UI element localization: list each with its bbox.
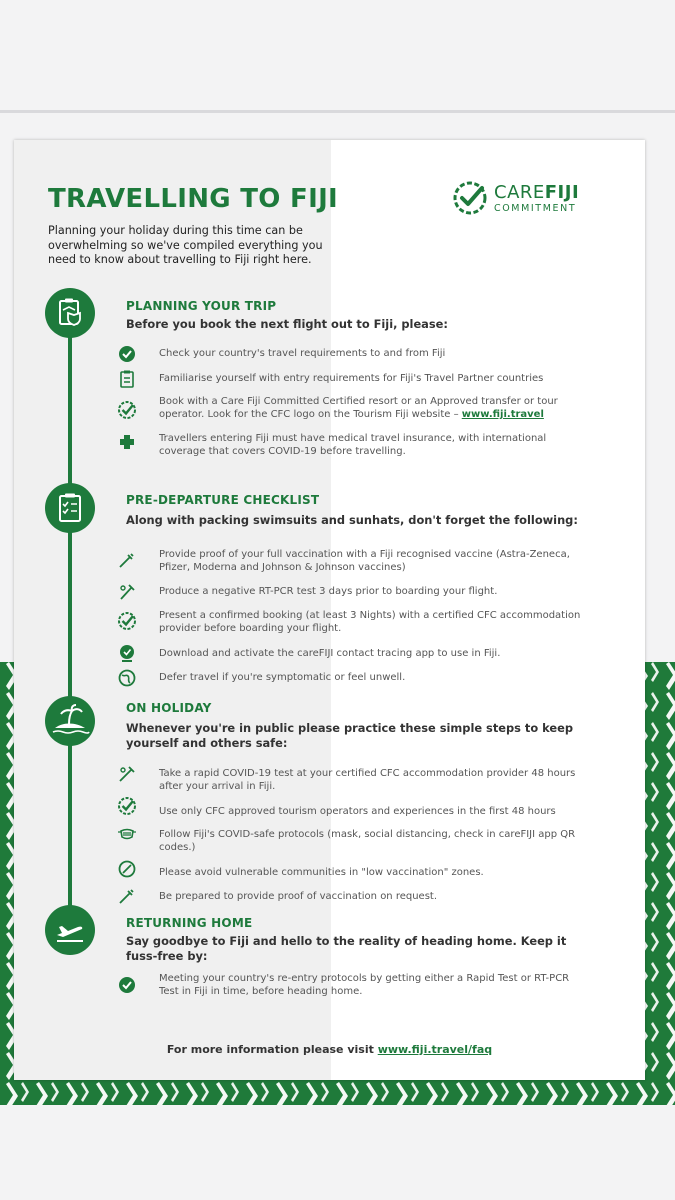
list-item: Produce a negative RT-PCR test 3 days prior to boarding your flight. [159, 586, 498, 597]
list-item: Be prepared to provide proof of vaccination on request. [159, 891, 438, 902]
list-item: Follow Fiji's COVID-safe protocols (mask, social distancing, check in careFIJI app QR codes.) [159, 829, 576, 853]
check-circle-icon [117, 344, 137, 364]
list-item: Defer travel if you're symptomatic or feel unwell. [159, 672, 406, 683]
list-item: Present a confirmed booking (at least 3 Nights) with a certified CFC accommodation provider before boarding your flight. [159, 610, 581, 634]
list-item: Book with a Care Fiji Committed Certified resort or an Approved transfer or tour operator. Look for the CFC logo on the Tourism Fiji website – www.fiji.travel [159, 396, 558, 420]
bottom-background [0, 1105, 675, 1200]
list-item: Use only CFC approved tourism operators and experiences in the first 48 hours [159, 806, 556, 817]
list-item: Meeting your country's re-entry protocols by getting either a Rapid Test or RT-PCR Test in Fiji in time, before heading home. [159, 973, 570, 997]
mask-icon [117, 824, 137, 844]
no-entry-icon [117, 859, 137, 879]
top-divider [0, 110, 675, 113]
logo-tagline: COMMITMENT [494, 203, 577, 214]
logo-wordmark: CAREFIJI [494, 182, 580, 203]
test-swab-icon [117, 582, 137, 602]
carefiji-logo [452, 180, 602, 218]
faq-link[interactable]: www.fiji.travel/faq [377, 1043, 493, 1056]
medical-cross-icon [117, 432, 137, 452]
carefiji-app-icon [117, 643, 137, 663]
section-title: RETURNING HOME [126, 916, 253, 930]
section-title: ON HOLIDAY [126, 701, 212, 715]
checklist-icon [117, 369, 137, 389]
section-subtitle: Whenever you're in public please practice these simple steps to keep yourself and others safe: [126, 721, 573, 750]
syringe-icon [117, 550, 137, 570]
carefiji-badge-icon [452, 180, 488, 216]
list-item: Download and activate the careFIJI contact tracing app to use in Fiji. [159, 648, 501, 659]
check-circle-icon [117, 975, 137, 995]
footer-note: For more information please visit www.fiji.travel/faq [166, 1043, 493, 1056]
list-item: Please avoid vulnerable communities in "low vaccination" zones. [159, 867, 484, 878]
section-title: PLANNING YOUR TRIP [126, 299, 277, 313]
section-title: PRE-DEPARTURE CHECKLIST [126, 493, 320, 507]
page-title: TRAVELLING TO FIJI [48, 184, 339, 214]
list-item: Take a rapid COVID-19 test at your certified CFC accommodation provider 48 hours after your arrival in Fiji. [159, 768, 576, 792]
airplane-takeoff-icon [45, 905, 95, 955]
list-item: Check your country's travel requirements to and from Fiji [159, 348, 446, 359]
top-background [0, 0, 675, 112]
list-item: Provide proof of your full vaccination with a Fiji recognised vaccine (Astra-Zeneca, Pfizer, Moderna and Johnson & Johnson vaccines) [159, 549, 570, 573]
cfc-badge-icon [117, 611, 137, 631]
cfc-badge-icon [117, 400, 137, 420]
section-subtitle: Before you book the next flight out to Fiji, please: [126, 317, 448, 331]
section-subtitle: Along with packing swimsuits and sunhats, don't forget the following: [126, 513, 578, 527]
fiji-travel-link[interactable]: www.fiji.travel [461, 409, 544, 420]
info-card [14, 140, 645, 1080]
intro-text: Planning your holiday during this time can be overwhelming so we've compiled everything you need to know about travelling to Fiji right here. [48, 224, 323, 266]
island-icon [45, 696, 95, 746]
test-swab-icon [117, 764, 137, 784]
list-item: Familiarise yourself with entry requirements for Fiji's Travel Partner countries [159, 373, 544, 384]
syringe-icon [117, 886, 137, 906]
checklist-icon [45, 483, 95, 533]
cfc-badge-icon [117, 796, 137, 816]
clipboard-shield-icon [45, 288, 95, 338]
list-item: Travellers entering Fiji must have medical travel insurance, with international coverage that covers COVID-19 before travelling. [159, 433, 547, 457]
section-subtitle: Say goodbye to Fiji and hello to the reality of heading home. Keep it fuss-free by: [126, 934, 567, 963]
globe-icon [117, 668, 137, 688]
timeline-line [68, 320, 72, 920]
